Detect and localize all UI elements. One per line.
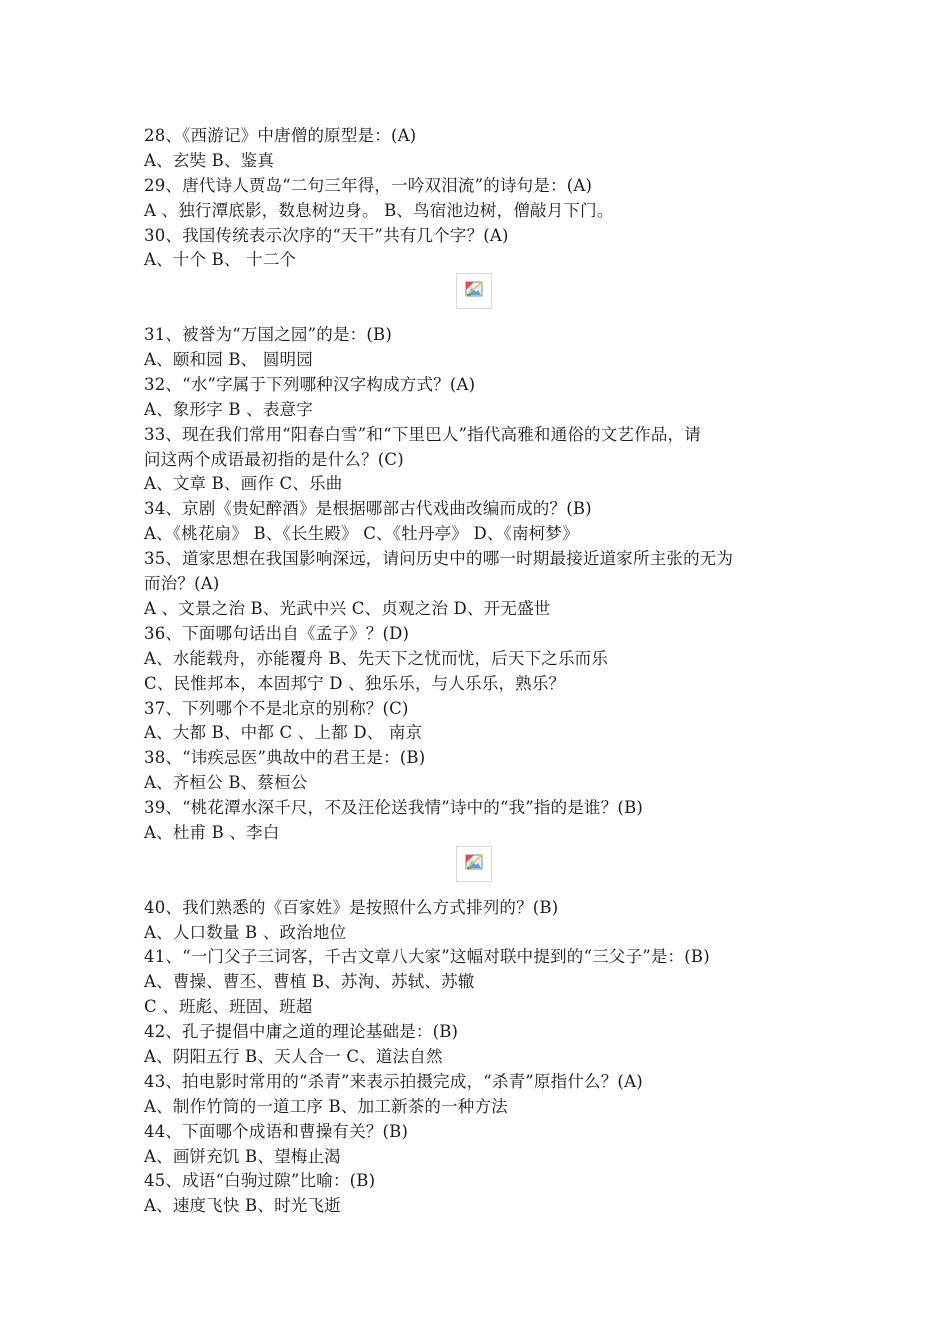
text-line: 39、“桃花潭水深千尺，不及汪伦送我情”诗中的“我”指的是谁？(B) [144,798,644,818]
text-line: A 、独行潭底影，数息树边身。 B、鸟宿池边树，僧敲月下门。 [144,200,614,220]
text-line: A、象形字 B 、表意字 [144,399,313,419]
text-line: 而治？(A) [144,574,220,594]
text-line: A、玄奘 B、鉴真 [144,150,275,170]
text-line: A、文章 B、画作 C、乐曲 [144,474,343,494]
text-line: A、阴阳五行 B、天人合一 C、道法自然 [144,1046,443,1066]
text-line: 34、京剧《贵妃醉酒》是根据哪部古代戏曲改编而成的？(B) [144,499,592,519]
text-line: 40、我们熟悉的《百家姓》是按照什么方式排列的？(B) [144,897,559,917]
question-block-40-45 [144,896,814,1220]
text-line: 36、下面哪句话出自《孟子》？(D) [144,623,410,643]
text-line: 35、道家思想在我国影响深远，请问历史中的哪一时期最接近道家所主张的无为 [144,549,734,569]
text-line: A、人口数量 B 、政治地位 [144,922,347,942]
text-line: A、齐桓公 B、蔡桓公 [144,773,308,793]
text-line: A、大都 B、中都 C 、上都 D、 南京 [144,723,423,743]
text-line: A、水能载舟，亦能覆舟 B、先天下之忧而忧，后天下之乐而乐 [144,648,609,668]
text-line: A、十个 B、 十二个 [144,250,297,270]
text-line: 28、《西游记》中唐僧的原型是：(A) [144,126,417,145]
text-line: 44、下面哪个成语和曹操有关？(B) [144,1121,409,1141]
text-line: 42、孔子提倡中庸之道的理论基础是：(B) [144,1022,459,1042]
text-line: A、速度飞快 B、时光飞逝 [144,1196,341,1216]
text-line: C 、班彪、班固、班超 [144,997,313,1017]
text-line: 41、“一门父子三词客，千古文章八大家”这幅对联中提到的“三父子”是：(B) [144,947,710,967]
image-placeholder-2 [144,846,814,896]
text-line: 43、拍电影时常用的“杀青”来表示拍摄完成，“杀青”原指什么？(A) [144,1071,643,1091]
question-block-31-39 [144,323,814,846]
document-page [144,124,814,1219]
text-line: A、颐和园 B、 圆明园 [144,350,313,370]
text-line: 45、成语“白驹过隙”比喻：(B) [144,1171,376,1191]
broken-image-icon [456,846,492,882]
text-line: 32、“水”字属于下列哪种汉字构成方式？(A) [144,374,476,394]
text-line: 38、“讳疾忌医”典故中的君王是：(B) [144,748,426,768]
text-line: A、画饼充饥 B、望梅止渴 [144,1146,341,1166]
text-line: A 、文景之治 B、光武中兴 C、贞观之治 D、开无盛世 [144,598,551,618]
text-line: 37、下列哪个不是北京的别称？(C) [144,698,409,718]
text-line: 31、被誉为“万国之园”的是：(B) [144,325,392,345]
text-line: 30、我国传统表示次序的“天干”共有几个字？(A) [144,225,509,245]
text-line: 33、现在我们常用“阳春白雪”和“下里巴人”指代高雅和通俗的文艺作品，请 [144,424,701,444]
image-placeholder-1 [144,273,814,323]
broken-image-icon [456,273,492,309]
text-line: 29、唐代诗人贾岛“二句三年得，一吟双泪流”的诗句是：(A) [144,175,593,195]
question-block-28-30 [144,124,814,273]
text-line: A、曹操、曹丕、曹植 B、苏洵、苏轼、苏辙 [144,972,475,992]
text-line: A、《桃花扇》 B、《长生殿》 C、《牡丹亭》 D、《南柯梦》 [144,524,579,544]
text-line: 问这两个成语最初指的是什么？(C) [144,449,404,469]
text-line: A、杜甫 B 、李白 [144,822,280,842]
text-line: C、民惟邦本，本固邦宁 D 、独乐乐，与人乐乐，熟乐？ [144,673,566,693]
text-line: A、制作竹筒的一道工序 B、加工新茶的一种方法 [144,1096,508,1116]
